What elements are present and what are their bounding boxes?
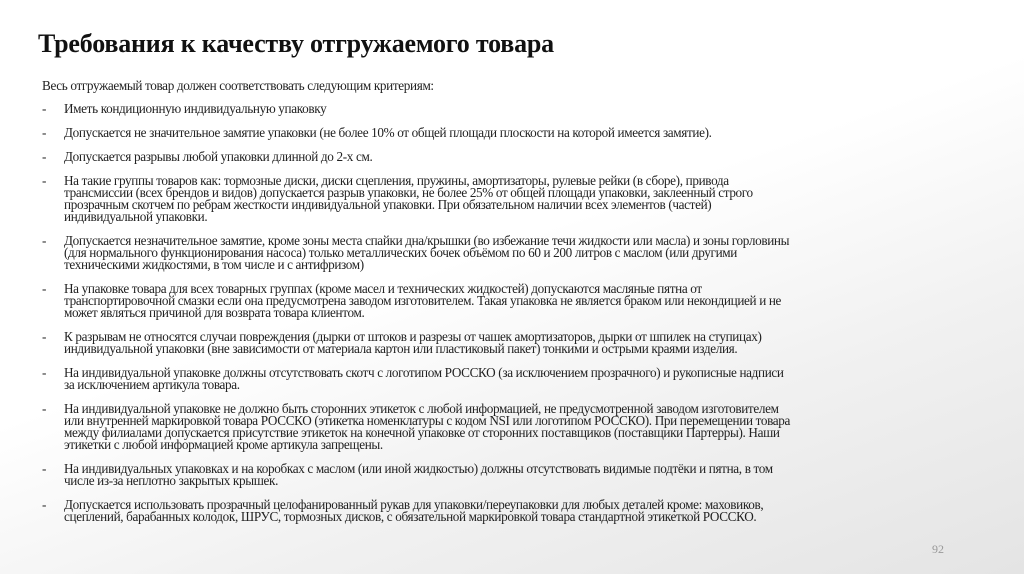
item-text-line: Допускается не значительное замятие упаковки (не более 10% от общей площади плоскости на которой имеется замятие). — [64, 125, 712, 140]
item-text-line: Допускается использовать прозрачный целофанированный рукав для упаковки/переупаковки для любых деталей кроме: маховиков, — [64, 497, 764, 512]
criteria-list — [42, 103, 982, 523]
list-item — [42, 403, 982, 451]
bullet-dash: - — [42, 401, 47, 416]
item-text-line: числе из-за неплотно закрытых крышек. — [64, 473, 279, 488]
list-item — [42, 103, 982, 115]
item-text-line: На индивидуальных упаковках и на коробках с маслом (или иной жидкостью) должны отсутствовать видимые подтёки и пятна, в том — [64, 461, 773, 476]
bullet-dash: - — [42, 281, 47, 296]
item-text-line: прозрачным скотчем по ребрам жесткости индивидуальной упаковки. При обязательном наличии всех элементов (частей) — [64, 197, 712, 212]
item-text-line: может являться причиной для возврата товара клиентом. — [64, 305, 365, 320]
list-item — [42, 127, 982, 139]
item-text-line: этикетки с любой информацией кроме артикула запрещены. — [64, 437, 383, 452]
item-text-line: Допускается незначительное замятие, кроме зоны места спайки дна/крышки (во избежание течи жидкости или масла) и зоны горловины — [64, 233, 790, 248]
list-item — [42, 331, 982, 355]
item-text-line: индивидуальной упаковки. — [64, 209, 208, 224]
page-number: 92 — [932, 542, 944, 556]
item-text-line: или внутренней маркировкой товара РОССКО (этикетка номенклатуры с кодом NSI или логотипом РОССКО). При перемещении товара — [64, 413, 791, 428]
item-text-line: Иметь кондиционную индивидуальную упаковку — [64, 101, 327, 116]
item-text-line: между филиалами допускается присутствие этикеток на конечной упаковке от сторонних поставщиков (поставщики Партерры). Наши — [64, 425, 780, 440]
list-item — [42, 151, 982, 163]
list-item — [42, 463, 982, 487]
item-text-line: (для нормального функционирования насоса) только металлических бочек объёмом по 60 и 200 литров с маслом (или другими — [64, 245, 737, 260]
list-item — [42, 499, 982, 523]
list-item — [42, 175, 982, 223]
bullet-dash: - — [42, 365, 47, 380]
bullet-dash: - — [42, 173, 47, 188]
item-text-line: На индивидуальной упаковке не должно быть сторонних этикеток с любой информацией, не предусмотренной заводом изготовителем — [64, 401, 779, 416]
list-item — [42, 367, 982, 391]
bullet-dash: - — [42, 497, 47, 512]
item-text-line: транспортировочной смазки если она предусмотрена заводом изготовителем. Такая упаковка не является браком или некондицией и не — [64, 293, 782, 308]
item-text-line: индивидуальной упаковки (вне зависимости от материала картон или пластиковый пакет) тонкими и острыми краями изделия. — [64, 341, 738, 356]
item-text-line: за исключением артикула товара. — [64, 377, 240, 392]
bullet-dash: - — [42, 233, 47, 248]
slide-title: Требования к качеству отгружаемого товара — [38, 29, 554, 58]
item-text-line: На упаковке товара для всех товарных группах (кроме масел и технических жидкостей) допускаются масляные пятна от — [64, 281, 702, 296]
item-text-line: трансмиссии (всех брендов и видов) допускается разрыв упаковки, не более 25% от общей площади упаковки, заклеенный строго — [64, 185, 753, 200]
bullet-dash: - — [42, 101, 47, 116]
item-text-line: Допускается разрывы любой упаковки длинной до 2-х см. — [64, 149, 373, 164]
item-text-line: На такие группы товаров как: тормозные диски, диски сцепления, пружины, амортизаторы, рулевые рейки (в сборе), привода — [64, 173, 729, 188]
list-item — [42, 283, 982, 319]
list-item — [42, 235, 982, 271]
item-text-line: сцеплений, барабанных колодок, ШРУС, тормозных дисков, с обязательной маркировкой товара стандартной этикеткой РОССКО. — [64, 509, 757, 524]
intro-text: Весь отгружаемый товар должен соответствовать следующим критериям: — [42, 78, 434, 93]
bullet-dash: - — [42, 329, 47, 344]
item-text-line: техническими жидкостями, в том числе и с антифризом) — [64, 257, 364, 272]
item-text-line: На индивидуальной упаковке должны отсутствовать скотч с логотипом РОССКО (за исключением прозрачного) и рукописные надписи — [64, 365, 784, 380]
item-text-line: К разрывам не относятся случаи повреждения (дырки от штоков и разрезы от чашек амортизаторов, дырки от шпилек на ступицах) — [64, 329, 762, 344]
bullet-dash: - — [42, 125, 47, 140]
slide-content — [42, 80, 982, 535]
bullet-dash: - — [42, 461, 47, 476]
bullet-dash: - — [42, 149, 47, 164]
